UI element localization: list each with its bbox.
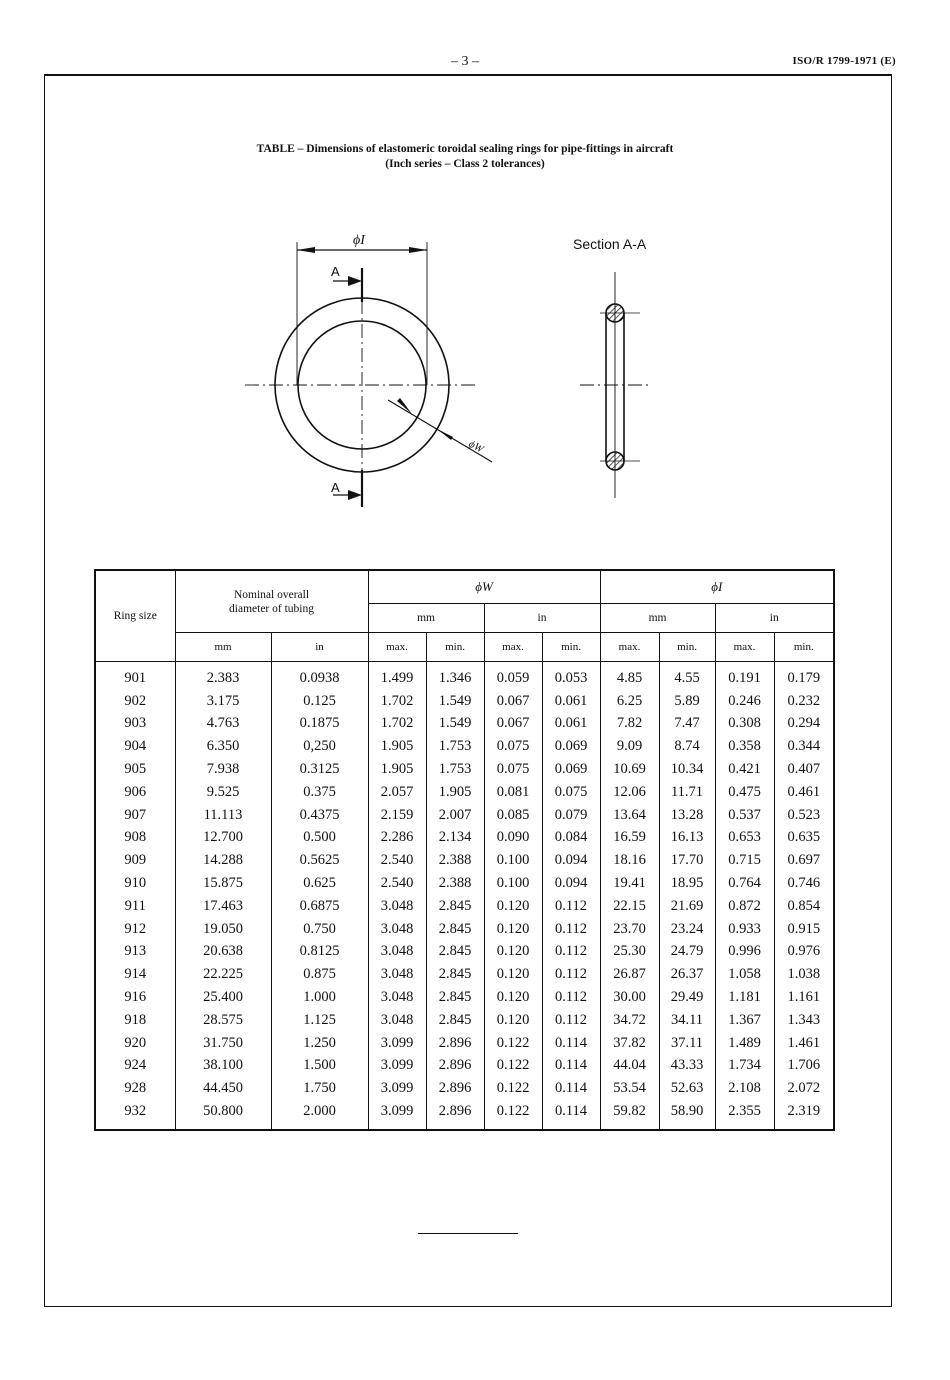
table-cell: 0.358 — [715, 735, 774, 758]
table-row — [95, 1032, 834, 1055]
table-cell: 0.069 — [542, 758, 600, 781]
table-cell: 7.938 — [175, 758, 271, 781]
table-cell: 0.697 — [774, 849, 834, 872]
ring-size-cell: 920 — [95, 1032, 175, 1055]
table-cell: 2.845 — [426, 1009, 484, 1032]
table-cell: 0.079 — [542, 804, 600, 827]
section-crosssection-bottom — [606, 452, 624, 470]
table-cell: 17.70 — [659, 849, 715, 872]
table-cell: 0.075 — [542, 781, 600, 804]
table-row — [95, 849, 834, 872]
table-cell: 2.540 — [368, 872, 426, 895]
table-cell: 7.47 — [659, 713, 715, 736]
table-cell: 0.112 — [542, 895, 600, 918]
table-cell: 2.072 — [774, 1077, 834, 1100]
caption-subtitle: (Inch series – Class 2 tolerances) — [385, 158, 545, 170]
table-cell: 31.750 — [175, 1032, 271, 1055]
table-cell: 14.288 — [175, 849, 271, 872]
header-w-in: in — [484, 604, 600, 633]
table-cell: 0.112 — [542, 918, 600, 941]
table-cell: 0.120 — [484, 986, 542, 1009]
table-cell: 0.094 — [542, 872, 600, 895]
table-cell: 11.71 — [659, 781, 715, 804]
header-w-mm: mm — [368, 604, 484, 633]
table-cell: 2.159 — [368, 804, 426, 827]
table-cell: 0.090 — [484, 827, 542, 850]
table-cell: 44.450 — [175, 1077, 271, 1100]
table-cell: 13.64 — [600, 804, 659, 827]
table-cell: 1.461 — [774, 1032, 834, 1055]
table-cell: 1.250 — [271, 1032, 368, 1055]
table-cell: 0.653 — [715, 827, 774, 850]
section-mark-bottom: A — [331, 480, 340, 495]
table-cell: 0.112 — [542, 986, 600, 1009]
table-cell: 0.120 — [484, 1009, 542, 1032]
table-cell: 26.37 — [659, 963, 715, 986]
table-row — [95, 986, 834, 1009]
table-cell: 0.421 — [715, 758, 774, 781]
table-cell: 0.114 — [542, 1100, 600, 1130]
table-cell: 30.00 — [600, 986, 659, 1009]
table-cell: 0.081 — [484, 781, 542, 804]
dimensions-table — [94, 569, 835, 1131]
table-cell: 9.09 — [600, 735, 659, 758]
table-cell: 0.915 — [774, 918, 834, 941]
table-cell: 0.854 — [774, 895, 834, 918]
section-mark-top: A — [331, 264, 340, 279]
table-cell: 0.875 — [271, 963, 368, 986]
table-row — [95, 1077, 834, 1100]
table-cell: 0.112 — [542, 941, 600, 964]
table-cell: 0.246 — [715, 690, 774, 713]
table-cell: 2.355 — [715, 1100, 774, 1130]
table-cell: 0.112 — [542, 963, 600, 986]
leader-arrow-inner — [397, 398, 412, 414]
table-cell: 0.1875 — [271, 713, 368, 736]
table-cell: 0.294 — [774, 713, 834, 736]
ring-plan-view — [245, 242, 492, 507]
table-cell: 0.475 — [715, 781, 774, 804]
header-nominal-mm: mm — [175, 633, 271, 662]
table-cell: 0.114 — [542, 1032, 600, 1055]
table-cell: 3.099 — [368, 1055, 426, 1078]
table-cell: 0.625 — [271, 872, 368, 895]
table-cell: 52.63 — [659, 1077, 715, 1100]
ring-size-cell: 901 — [95, 662, 175, 690]
leader-arrow-outer — [437, 429, 453, 440]
table-cell: 25.30 — [600, 941, 659, 964]
ring-size-cell: 904 — [95, 735, 175, 758]
table-cell: 0.976 — [774, 941, 834, 964]
table-cell: 1.367 — [715, 1009, 774, 1032]
table-cell: 0.0938 — [271, 662, 368, 690]
table-cell: 0.308 — [715, 713, 774, 736]
table-cell: 0.059 — [484, 662, 542, 690]
table-cell: 1.734 — [715, 1055, 774, 1078]
table-cell: 2.845 — [426, 963, 484, 986]
section-label: Section A-A — [573, 236, 647, 252]
table-cell: 8.74 — [659, 735, 715, 758]
table-cell: 2.896 — [426, 1077, 484, 1100]
table-cell: 10.34 — [659, 758, 715, 781]
table-cell: 1.905 — [368, 735, 426, 758]
table-cell: 10.69 — [600, 758, 659, 781]
dim-inner-label: ϕI — [353, 233, 365, 248]
table-cell: 0.5625 — [271, 849, 368, 872]
table-cell: 20.638 — [175, 941, 271, 964]
table-row — [95, 918, 834, 941]
table-cell: 1.750 — [271, 1077, 368, 1100]
table-cell: 34.11 — [659, 1009, 715, 1032]
table-cell: 29.49 — [659, 986, 715, 1009]
table-cell: 0.112 — [542, 1009, 600, 1032]
table-cell: 0.120 — [484, 895, 542, 918]
table-cell: 11.113 — [175, 804, 271, 827]
table-cell: 1.702 — [368, 713, 426, 736]
table-cell: 0.3125 — [271, 758, 368, 781]
table-cell: 28.575 — [175, 1009, 271, 1032]
table-cell: 2.319 — [774, 1100, 834, 1130]
table-row — [95, 941, 834, 964]
table-cell: 3.048 — [368, 986, 426, 1009]
header-i-in-min: min. — [774, 633, 834, 662]
ring-section-view — [580, 272, 652, 498]
table-cell: 3.048 — [368, 963, 426, 986]
table-cell: 0.069 — [542, 735, 600, 758]
table-cell: 23.70 — [600, 918, 659, 941]
table-cell: 3.048 — [368, 941, 426, 964]
table-cell: 1.500 — [271, 1055, 368, 1078]
ring-size-cell: 905 — [95, 758, 175, 781]
table-cell: 25.400 — [175, 986, 271, 1009]
table-cell: 3.048 — [368, 1009, 426, 1032]
ring-drawing — [0, 0, 950, 560]
ring-size-cell: 902 — [95, 690, 175, 713]
table-cell: 0.122 — [484, 1055, 542, 1078]
table-cell: 2.540 — [368, 849, 426, 872]
table-cell: 9.525 — [175, 781, 271, 804]
table-cell: 0.114 — [542, 1055, 600, 1078]
header-w-in-min: min. — [542, 633, 600, 662]
table-cell: 3.099 — [368, 1077, 426, 1100]
table-cell: 0.122 — [484, 1100, 542, 1130]
table-cell: 7.82 — [600, 713, 659, 736]
table-cell: 0.461 — [774, 781, 834, 804]
section-crosssection-top — [606, 304, 624, 322]
table-cell: 2.896 — [426, 1055, 484, 1078]
table-cell: 0.114 — [542, 1077, 600, 1100]
table-cell: 2.845 — [426, 986, 484, 1009]
table-cell: 17.463 — [175, 895, 271, 918]
table-cell: 1.549 — [426, 690, 484, 713]
table-cell: 0.100 — [484, 872, 542, 895]
table-cell: 0.8125 — [271, 941, 368, 964]
table-cell: 2.108 — [715, 1077, 774, 1100]
table-cell: 0.120 — [484, 941, 542, 964]
header-nominal-diameter — [175, 570, 368, 633]
table-cell: 0.933 — [715, 918, 774, 941]
table-cell: 0.746 — [774, 872, 834, 895]
table-cell: 1.499 — [368, 662, 426, 690]
table-row — [95, 827, 834, 850]
header-nominal-line2: diameter of tubing — [229, 602, 314, 615]
table-cell: 1.905 — [426, 781, 484, 804]
table-cell: 0.120 — [484, 918, 542, 941]
table-cell: 23.24 — [659, 918, 715, 941]
ring-size-cell: 909 — [95, 849, 175, 872]
header-i-in-max: max. — [715, 633, 774, 662]
table-cell: 37.82 — [600, 1032, 659, 1055]
table-cell: 0.344 — [774, 735, 834, 758]
table-cell: 26.87 — [600, 963, 659, 986]
header-i-mm-min: min. — [659, 633, 715, 662]
table-cell: 4.55 — [659, 662, 715, 690]
ring-size-cell: 916 — [95, 986, 175, 1009]
table-cell: 2.286 — [368, 827, 426, 850]
header-group-w: ϕW — [368, 570, 600, 604]
binding-mark-bottom — [44, 870, 45, 900]
table-cell: 1.058 — [715, 963, 774, 986]
table-cell: 2.388 — [426, 849, 484, 872]
table-cell: 4.763 — [175, 713, 271, 736]
table-row — [95, 1009, 834, 1032]
table-cell: 1.753 — [426, 758, 484, 781]
table-cell: 38.100 — [175, 1055, 271, 1078]
table-cell: 0.191 — [715, 662, 774, 690]
table-cell: 2.896 — [426, 1032, 484, 1055]
ring-size-cell: 914 — [95, 963, 175, 986]
table-cell: 0.179 — [774, 662, 834, 690]
table-cell: 12.700 — [175, 827, 271, 850]
table-cell: 15.875 — [175, 872, 271, 895]
table-cell: 1.181 — [715, 986, 774, 1009]
table-body — [95, 662, 834, 1130]
table-cell: 0.750 — [271, 918, 368, 941]
table-cell: 50.800 — [175, 1100, 271, 1130]
table-cell: 0.635 — [774, 827, 834, 850]
table-cell: 43.33 — [659, 1055, 715, 1078]
ring-size-cell: 908 — [95, 827, 175, 850]
table-cell: 1.702 — [368, 690, 426, 713]
table-cell: 1.125 — [271, 1009, 368, 1032]
table-cell: 3.099 — [368, 1100, 426, 1130]
table-cell: 0.523 — [774, 804, 834, 827]
header-i-mm: mm — [600, 604, 715, 633]
table-row — [95, 758, 834, 781]
section-arrow-bottom-head — [348, 490, 362, 500]
ring-size-cell: 910 — [95, 872, 175, 895]
table-cell: 0.053 — [542, 662, 600, 690]
table-cell: 0.100 — [484, 849, 542, 872]
table-cell: 0.061 — [542, 713, 600, 736]
table-cell: 0.094 — [542, 849, 600, 872]
table-cell: 0.061 — [542, 690, 600, 713]
table-row — [95, 735, 834, 758]
table-cell: 0.122 — [484, 1032, 542, 1055]
table-cell: 0.4375 — [271, 804, 368, 827]
arrowhead-left — [297, 247, 315, 253]
table-cell: 2.383 — [175, 662, 271, 690]
table-row — [95, 690, 834, 713]
table-cell: 16.13 — [659, 827, 715, 850]
table-cell: 2.845 — [426, 895, 484, 918]
arrowhead-right — [409, 247, 427, 253]
ring-size-cell: 932 — [95, 1100, 175, 1130]
table-row — [95, 662, 834, 690]
table-cell: 1.549 — [426, 713, 484, 736]
table-row — [95, 781, 834, 804]
ring-size-cell: 913 — [95, 941, 175, 964]
table-cell: 0.715 — [715, 849, 774, 872]
table-cell: 3.175 — [175, 690, 271, 713]
table-cell: 3.048 — [368, 895, 426, 918]
document-reference: ISO/R 1799-1971 (E) — [792, 55, 896, 67]
table-cell: 24.79 — [659, 941, 715, 964]
table-cell: 1.161 — [774, 986, 834, 1009]
table-row — [95, 895, 834, 918]
table-cell: 0,250 — [271, 735, 368, 758]
header-nominal-line1: Nominal overall — [233, 588, 310, 601]
ring-size-cell: 911 — [95, 895, 175, 918]
table-cell: 0.232 — [774, 690, 834, 713]
table-cell: 3.048 — [368, 918, 426, 941]
header-w-in-max: max. — [484, 633, 542, 662]
table-cell: 1.038 — [774, 963, 834, 986]
table-cell: 18.16 — [600, 849, 659, 872]
table-cell: 2.007 — [426, 804, 484, 827]
table-cell: 0.6875 — [271, 895, 368, 918]
table-cell: 4.85 — [600, 662, 659, 690]
table-cell: 1.489 — [715, 1032, 774, 1055]
table-cell: 22.15 — [600, 895, 659, 918]
table-cell: 2.134 — [426, 827, 484, 850]
table-row — [95, 1055, 834, 1078]
table-cell: 0.537 — [715, 804, 774, 827]
table-cell: 1.753 — [426, 735, 484, 758]
table-cell: 13.28 — [659, 804, 715, 827]
header-group-i: ϕI — [600, 570, 834, 604]
table-row — [95, 1100, 834, 1130]
table-cell: 0.067 — [484, 713, 542, 736]
table-cell: 0.375 — [271, 781, 368, 804]
caption-title: TABLE – Dimensions of elastomeric toroidal sealing rings for pipe-fittings in aircraft — [256, 143, 674, 155]
table-row — [95, 963, 834, 986]
ring-size-cell: 928 — [95, 1077, 175, 1100]
table-cell: 2.388 — [426, 872, 484, 895]
header-ring-size: Ring size — [95, 570, 175, 662]
table-cell: 2.057 — [368, 781, 426, 804]
table-cell: 0.120 — [484, 963, 542, 986]
dim-width-label: ϕW — [466, 438, 486, 456]
table-cell: 0.075 — [484, 758, 542, 781]
table-cell: 34.72 — [600, 1009, 659, 1032]
table-cell: 19.41 — [600, 872, 659, 895]
ring-size-cell: 907 — [95, 804, 175, 827]
table-cell: 2.845 — [426, 941, 484, 964]
table-cell: 44.04 — [600, 1055, 659, 1078]
table-cell: 2.845 — [426, 918, 484, 941]
ring-size-cell: 903 — [95, 713, 175, 736]
ring-size-cell: 918 — [95, 1009, 175, 1032]
table-cell: 0.764 — [715, 872, 774, 895]
header-w-mm-min: min. — [426, 633, 484, 662]
table-row — [95, 713, 834, 736]
table-cell: 2.896 — [426, 1100, 484, 1130]
ring-size-cell: 912 — [95, 918, 175, 941]
page-number: – 3 – — [451, 54, 479, 69]
table-cell: 1.000 — [271, 986, 368, 1009]
table-cell: 2.000 — [271, 1100, 368, 1130]
table-cell: 0.075 — [484, 735, 542, 758]
table-cell: 18.95 — [659, 872, 715, 895]
table-cell: 0.996 — [715, 941, 774, 964]
table-cell: 0.122 — [484, 1077, 542, 1100]
table-cell: 1.343 — [774, 1009, 834, 1032]
table-cell: 3.099 — [368, 1032, 426, 1055]
table-cell: 0.407 — [774, 758, 834, 781]
table-cell: 53.54 — [600, 1077, 659, 1100]
table-cell: 0.084 — [542, 827, 600, 850]
table-cell: 59.82 — [600, 1100, 659, 1130]
table-cell: 1.905 — [368, 758, 426, 781]
table-cell: 6.25 — [600, 690, 659, 713]
table-cell: 1.346 — [426, 662, 484, 690]
table-cell: 58.90 — [659, 1100, 715, 1130]
end-rule — [418, 1233, 518, 1234]
table-cell: 5.89 — [659, 690, 715, 713]
table-cell: 12.06 — [600, 781, 659, 804]
table-cell: 0.085 — [484, 804, 542, 827]
section-arrow-top-head — [348, 276, 362, 286]
table-cell: 16.59 — [600, 827, 659, 850]
ring-size-cell: 924 — [95, 1055, 175, 1078]
table-cell: 6.350 — [175, 735, 271, 758]
table-cell: 0.067 — [484, 690, 542, 713]
header-nominal-in: in — [271, 633, 368, 662]
table-cell: 1.706 — [774, 1055, 834, 1078]
table-row — [95, 872, 834, 895]
table-cell: 0.872 — [715, 895, 774, 918]
table-cell: 22.225 — [175, 963, 271, 986]
table-cell: 19.050 — [175, 918, 271, 941]
ring-size-cell: 906 — [95, 781, 175, 804]
header-i-in: in — [715, 604, 834, 633]
header-w-mm-max: max. — [368, 633, 426, 662]
table-row — [95, 804, 834, 827]
table-cell: 0.500 — [271, 827, 368, 850]
table-cell: 0.125 — [271, 690, 368, 713]
header-i-mm-max: max. — [600, 633, 659, 662]
table-cell: 37.11 — [659, 1032, 715, 1055]
table-cell: 21.69 — [659, 895, 715, 918]
